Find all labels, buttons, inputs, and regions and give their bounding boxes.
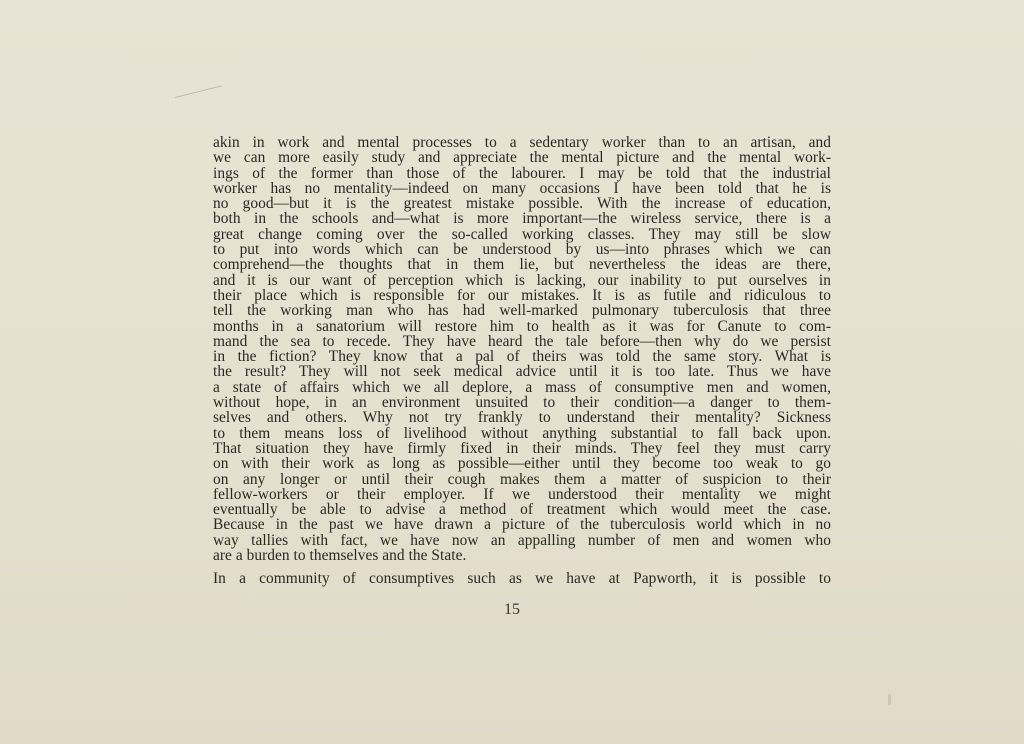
text-line: to them means loss of livelihood without anything substantial to fall back upon. (213, 424, 831, 442)
page-crease-mark (175, 85, 222, 98)
text-line: akin in work and mental processes to a sedentary worker than to an artisan, and (213, 134, 831, 151)
text-line: without hope, in an environment unsuited to their condition—a danger to them- (213, 394, 831, 412)
text-line: comprehend—the thoughts that in them lie, but nevertheless the ideas are there, (213, 256, 831, 274)
text-line: in the fiction? They know that a pal of theirs was told the same story. What is (213, 348, 831, 366)
text-line: eventually be able to advise a method of treatment which would meet the case. (213, 501, 831, 519)
text-line: fellow-workers or their employer. If we understood their mentality we might (213, 485, 831, 503)
text-line: Because in the past we have drawn a picture of the tuberculosis world which in no (213, 516, 831, 534)
text-line: and it is our want of perception which is lacking, our inability to put ourselves in (213, 271, 831, 289)
text-line: a state of affairs which we all deplore, a mass of consumptive men and women, (213, 378, 831, 396)
text-line: way tallies with fact, we have now an appalling number of men and women who (213, 531, 831, 549)
text-line: months in a sanatorium will restore him to health as it was for Canute to com- (213, 317, 831, 335)
text-line: That situation they have firmly fixed in their minds. They feel they must carry (213, 439, 831, 457)
text-line: selves and others. Why not try frankly to understand their mentality? Sickness (213, 409, 831, 427)
text-line: no good—but it is the greatest mistake possible. With the increase of education, (213, 195, 831, 213)
text-line: on any longer or until their cough makes them a matter of suspicion to their (213, 470, 831, 488)
text-line: we can more easily study and appreciate the mental picture and the mental work- (213, 149, 831, 167)
text-line: ings of the former than those of the labourer. I may be told that the industrial (213, 164, 831, 182)
text-line: on with their work as long as possible—either until they become too weak to go (213, 455, 831, 473)
text-line: both in the schools and—what is more important—the wireless service, there is a (213, 210, 831, 228)
text-line: great change coming over the so-called working classes. They may still be slow (213, 225, 831, 243)
text-line: their place which is responsible for our mistakes. It is as futile and ridiculous to (213, 286, 831, 304)
paragraph-start-line: In a community of consumptives such as we have at Papworth, it is possible to (213, 570, 831, 588)
text-line: worker has no mentality—indeed on many occasions I have been told that he is (213, 179, 831, 197)
text-line: tell the working man who has had well-marked pulmonary tuberculosis that three (213, 302, 831, 320)
text-line: to put into words which can be understood by us—into phrases which we can (213, 241, 831, 259)
body-text (213, 135, 831, 587)
paper-stain (888, 694, 891, 705)
text-line: mand the sea to recede. They have heard the tale before—then why do we persist (213, 332, 831, 350)
text-line: are a burden to themselves and the State. (213, 547, 467, 565)
text-line: the result? They will not seek medical advice until it is too late. Thus we have (213, 363, 831, 381)
page-number: 15 (504, 601, 520, 618)
